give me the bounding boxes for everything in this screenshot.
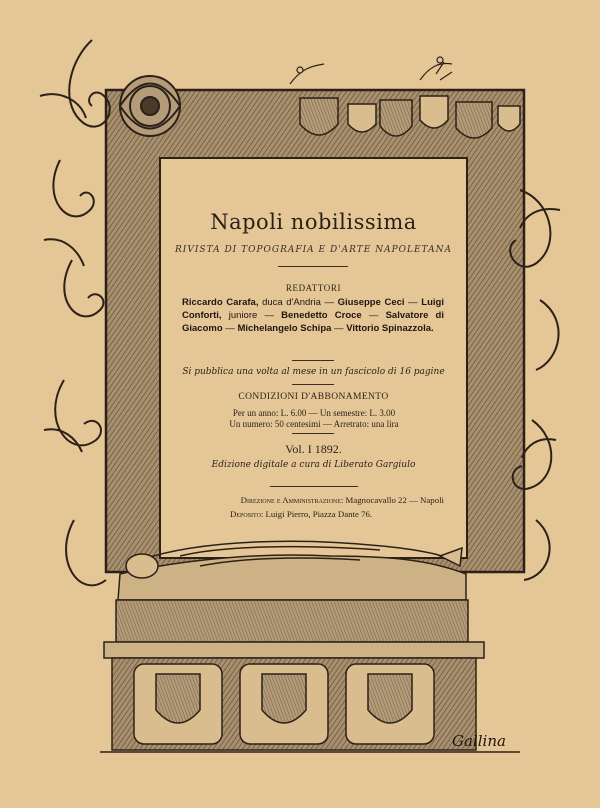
divider: [292, 360, 334, 361]
editor-note: juniore —: [221, 310, 282, 321]
editor-name: Giuseppe Ceci: [337, 297, 405, 308]
deposit-line: [186, 508, 488, 521]
direction-label: Direzione e Amministrazione:: [240, 495, 344, 505]
left-scroll-ornament: [40, 40, 110, 585]
editor-note: —: [331, 323, 347, 334]
title-panel: [160, 158, 467, 558]
publication-note: Si pubblica una volta al mese in un fascicolo di 16 pagine: [182, 367, 445, 377]
deposit-value: Luigi Pierro, Piazza Dante 76.: [263, 509, 373, 519]
divider: [278, 266, 348, 267]
editor-note: —: [404, 297, 422, 308]
divider: [292, 384, 334, 385]
rosette-ornament: [120, 76, 180, 136]
deposit-label: Deposito:: [230, 509, 264, 519]
sarcophagus: [104, 600, 484, 750]
editor-name: Salvatore di Giacomo: [182, 310, 444, 334]
editor-name: Luigi Conforti,: [182, 297, 444, 321]
editor-name: Riccardo Carafa,: [182, 297, 259, 308]
conditions-line: Per un anno: L. 6.00 — Un semestre: L. 3.00: [232, 408, 396, 418]
journal-title: Napoli nobilissima: [210, 210, 417, 234]
editors-heading: REDATTORI: [285, 283, 342, 293]
editor-name: Michelangelo Schipa: [237, 323, 332, 334]
artist-signature: Gallina: [452, 732, 506, 750]
editor-name: Benedetto Croce: [281, 310, 362, 321]
direction-value: Magnocavallo 22 — Napoli: [343, 495, 444, 505]
divider: [292, 433, 334, 434]
editors-list: [182, 296, 444, 335]
direction-line: [186, 494, 444, 507]
editor-name: Vittorio Spinazzola.: [346, 323, 434, 334]
edition-note: Edizione digitale a cura di Liberato Gargiulo: [211, 460, 416, 470]
conditions-heading: CONDIZIONI D'ABBONAMENTO: [238, 392, 389, 402]
editor-note: —: [222, 323, 238, 334]
divider: [270, 486, 358, 487]
journal-subtitle: RIVISTA DI TOPOGRAFIA E D'ARTE NAPOLETANA: [175, 245, 452, 255]
volume-label: Vol. I 1892.: [285, 442, 342, 456]
editor-note: duca d'Andria —: [258, 297, 338, 308]
conditions-line: Un numero: 50 centesimi — Arretrato: una lira: [229, 419, 399, 429]
editor-note: —: [361, 310, 386, 321]
branch-ornament: [290, 57, 452, 84]
